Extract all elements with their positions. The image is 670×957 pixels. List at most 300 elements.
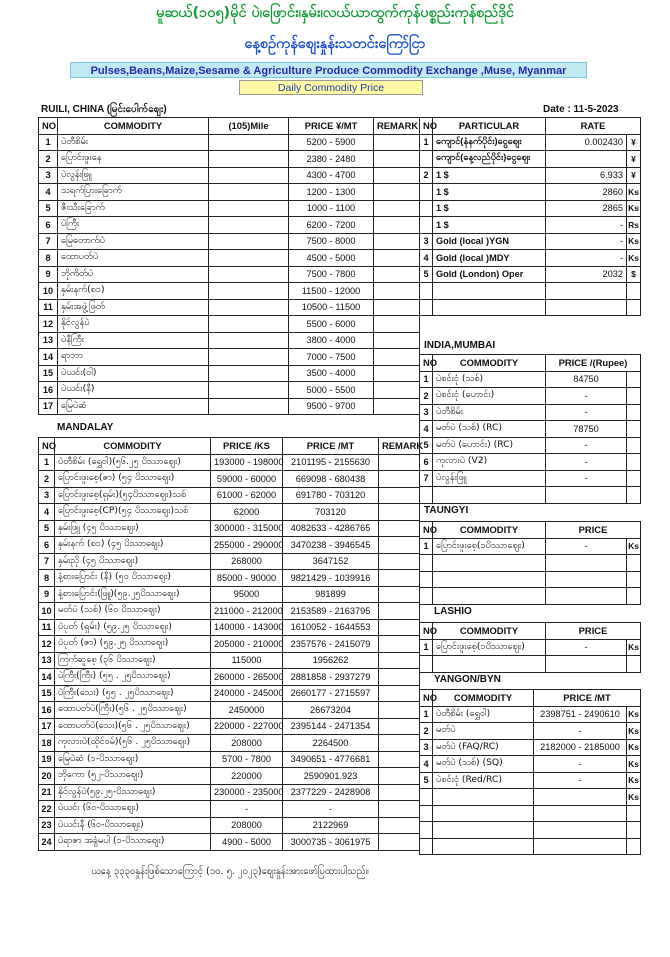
remark: [379, 504, 420, 521]
price-unit: [627, 838, 641, 855]
price-mt: [534, 838, 627, 855]
row-number: 2: [420, 723, 433, 740]
price-rupee: -: [546, 437, 627, 454]
table-row: [420, 639, 641, 656]
table-row: [39, 454, 420, 471]
price-unit: Ks: [627, 723, 641, 740]
commodity-name: ပြောင်းဖူးစေ့(ရှမ်း)(၅၄ပိဿာစျေး)သစ်: [55, 487, 211, 504]
commodity-name: သရက်ပြားခြောက်: [58, 184, 209, 201]
rate-unit: Ks: [627, 184, 641, 201]
particular-name: 1 $: [433, 167, 546, 184]
commodity-name: ပဲစင်းငုံ (ဟောင်း): [433, 388, 546, 405]
column-header: COMMODITY: [55, 438, 211, 455]
table-row: [420, 487, 641, 504]
remark: [379, 586, 420, 603]
remark: [379, 685, 420, 702]
table-row: [39, 365, 420, 382]
commodity-name: ပဲနီကြီး: [58, 332, 209, 349]
rate-value: 6.933: [546, 167, 627, 184]
exchange-rate-table: [419, 117, 641, 316]
remark: [374, 299, 420, 316]
particular-name: [433, 299, 546, 316]
commodity-name: ပဲပုတ် (ဇာ) (၅၉.၂၅ ပိဿာစျေး): [55, 636, 211, 653]
mile-price: [209, 332, 289, 349]
row-number: 23: [39, 817, 55, 834]
table-row: [39, 652, 420, 669]
commodity-name: [433, 588, 546, 605]
commodity-name: [433, 656, 546, 673]
commodity-name: [433, 805, 534, 822]
price-ks: -: [211, 801, 283, 818]
row-number: 14: [39, 669, 55, 686]
row-number: 19: [39, 751, 55, 768]
yangon-price-table: [419, 689, 641, 855]
price-rupee: -: [546, 470, 627, 487]
table-row: [39, 669, 420, 686]
price-unit: [627, 656, 641, 673]
mile-price: [209, 382, 289, 399]
remark: [374, 349, 420, 366]
commodity-name: [433, 571, 546, 588]
mile-price: [209, 184, 289, 201]
rate-unit: Ks: [627, 233, 641, 250]
price-mt: -: [534, 756, 627, 773]
price-mt: [534, 789, 627, 806]
remark: [374, 316, 420, 333]
commodity-name: ထောပတ်ပဲ(ကြီး)(၅၆ . ၂၅ပိဿာစျေး): [55, 702, 211, 719]
price-ks: 85000 - 90000: [211, 570, 283, 587]
commodity-name: ထောပတ်ပဲ: [58, 250, 209, 267]
row-number: 2: [420, 388, 433, 405]
price-cny: 5500 - 6000: [289, 316, 374, 333]
table-row: [39, 398, 420, 415]
table-row: [420, 184, 641, 201]
price-mt: 669098 - 680438: [283, 471, 379, 488]
mile-price: [209, 134, 289, 151]
remark: [374, 250, 420, 267]
commodity-name: မတ်ပဲ (သစ်) (RC): [433, 421, 546, 438]
price-unit: [627, 805, 641, 822]
price-cny: 5000 - 5500: [289, 382, 374, 399]
commodity-name: ထောပတ်ပဲ(သေး)(၅၆ . ၂၅ပိဿာစျေး): [55, 718, 211, 735]
rate-unit: [627, 283, 641, 300]
table-row: [420, 723, 641, 740]
price-unit: Ks: [627, 739, 641, 756]
price-ks: 211000 - 212000: [211, 603, 283, 620]
price-value: [546, 656, 627, 673]
price-unit: [627, 555, 641, 572]
price-cny: 1000 - 1100: [289, 200, 374, 217]
commodity-name: ပဲလွန်းဖြူ: [58, 167, 209, 184]
price-cny: 7500 - 8000: [289, 233, 374, 250]
row-number: 7: [39, 233, 58, 250]
price-mt: 9821429 - 1039916: [283, 570, 379, 587]
price-mt: -: [283, 801, 379, 818]
title-line-1: မူဆယ်(၁၀၅)မိုင် ပဲ၊ဖြောင်း၊နှမ်း၊လယ်ယာထွက်ကုန်ပစ္စည်းကုန်စည်ဒိုင်: [156, 5, 514, 21]
remark: [379, 619, 420, 636]
commodity-name: ပဲယင်း(ဝါ): [58, 365, 209, 382]
commodity-name: နှမ်းညို (၄၅ ပိဿာစျေး): [55, 553, 211, 570]
price-unit: Ks: [627, 706, 641, 723]
remark: [374, 283, 420, 300]
remark: [379, 603, 420, 620]
price-cny: 3800 - 4000: [289, 332, 374, 349]
price-mt: 2122969: [283, 817, 379, 834]
row-number: 12: [39, 636, 55, 653]
table-row: [39, 349, 420, 366]
price-ks: 300000 - 315000: [211, 520, 283, 537]
table-row: [39, 768, 420, 785]
row-number: [420, 805, 433, 822]
commodity-name: ပြောင်းဖူးစေ့(CP)(၅၄ ပိဿာစျေး)သစ်: [55, 504, 211, 521]
mile-price: [209, 349, 289, 366]
price-value: [546, 571, 627, 588]
column-header: PARTICULAR: [433, 118, 546, 135]
rate-unit: ¥: [627, 151, 641, 168]
unit: [627, 487, 641, 504]
table-row: [420, 233, 641, 250]
remark: [379, 735, 420, 752]
price-mt: 2660177 - 2715597: [283, 685, 379, 702]
commodity-name: ပဲယင်းနီ (၆၀-ပိဿာစျေး): [55, 817, 211, 834]
row-number: 9: [39, 586, 55, 603]
table-row: [420, 538, 641, 555]
price-ks: 220000 - 227000: [211, 718, 283, 735]
table-row: [39, 332, 420, 349]
row-number: 24: [39, 834, 55, 851]
row-number: 2: [420, 167, 433, 184]
price-mt: -: [534, 772, 627, 789]
price-unit: Ks: [627, 538, 641, 555]
price-ks: 240000 - 245000: [211, 685, 283, 702]
remark: [379, 487, 420, 504]
remark: [379, 636, 420, 653]
row-number: [420, 487, 433, 504]
price-cny: 4500 - 5000: [289, 250, 374, 267]
price-ks: 62000: [211, 504, 283, 521]
remark: [379, 834, 420, 851]
commodity-name: မတ်ပဲ (သစ်) (၆၀ ပိဿာစျေး): [55, 603, 211, 620]
taungyi-price-table: [419, 521, 641, 605]
table-row: [39, 184, 420, 201]
rate-unit: Ks: [627, 200, 641, 217]
table-row: [420, 299, 641, 316]
english-title-banner: Pulses,Beans,Maize,Sesame & Agriculture Produce Commodity Exchange ,Muse, Myanmar: [70, 62, 587, 78]
column-header: REMARK: [374, 118, 420, 135]
table-row: [39, 784, 420, 801]
table-row: [39, 151, 420, 168]
row-number: 6: [39, 537, 55, 554]
particular-name: 1 $: [433, 184, 546, 201]
rate-value: 2032: [546, 266, 627, 283]
remark: [374, 233, 420, 250]
price-mt: 703120: [283, 504, 379, 521]
price-mt: 2264500: [283, 735, 379, 752]
price-unit: Ks: [627, 639, 641, 656]
rate-value: [546, 299, 627, 316]
row-number: 10: [39, 603, 55, 620]
particular-name: 1 $: [433, 200, 546, 217]
remark: [379, 537, 420, 554]
price-ks: 193000 - 198000: [211, 454, 283, 471]
remark: [379, 817, 420, 834]
remark: [374, 184, 420, 201]
price-ks: 220000: [211, 768, 283, 785]
commodity-name: နံ့စားပြောင်း (နီ) (၅၀ ပိဿာစျေး): [55, 570, 211, 587]
particular-name: ကျောင်(နံနက်ပိုင်း)ငွေစျေး: [433, 134, 546, 151]
commodity-name: ပြောင်းဖူးစေ့(ဇာ) (၅၄ ပိဿာစျေး): [55, 471, 211, 488]
remark: [379, 718, 420, 735]
table-row: [420, 134, 641, 151]
row-number: 4: [39, 184, 58, 201]
table-row: [39, 702, 420, 719]
remark: [379, 652, 420, 669]
row-number: 21: [39, 784, 55, 801]
price-ks: 205000 - 210000: [211, 636, 283, 653]
row-number: 7: [39, 553, 55, 570]
ruili-location-label: RUILI, CHINA (မြင်းပေါက်စျေး): [41, 104, 167, 115]
column-header: NO: [420, 623, 433, 640]
table-row: [39, 299, 420, 316]
particular-name: ကျောင်(နေ့လည်ပိုင်း)ငွေစျေး: [433, 151, 546, 168]
table-row: [39, 134, 420, 151]
remark: [374, 217, 420, 234]
table-row: [420, 706, 641, 723]
table-row: [420, 805, 641, 822]
row-number: 17: [39, 718, 55, 735]
row-number: 11: [39, 299, 58, 316]
row-number: [420, 789, 433, 806]
price-mt: 26673204: [283, 702, 379, 719]
table-row: [39, 266, 420, 283]
rate-value: [546, 283, 627, 300]
table-row: [39, 537, 420, 554]
row-number: 5: [39, 520, 55, 537]
table-row: [39, 735, 420, 752]
price-rupee: [546, 487, 627, 504]
india-price-table: [419, 354, 641, 504]
table-row: [39, 283, 420, 300]
row-number: 6: [39, 217, 58, 234]
table-row: [420, 217, 641, 234]
column-header: NO: [420, 522, 433, 539]
row-number: [420, 822, 433, 839]
commodity-name: မတ်ပဲ (သစ်) (SQ): [433, 756, 534, 773]
row-number: [420, 217, 433, 234]
commodity-name: နှမ်းနက်(စ၁): [58, 283, 209, 300]
table-row: [420, 437, 641, 454]
row-number: 9: [39, 266, 58, 283]
remark: [374, 134, 420, 151]
commodity-name: ကုလားပဲ(ထိုင်ဝမ်)(၅၆ . ၂၅ပိဿာစျေး): [55, 735, 211, 752]
unit: [627, 388, 641, 405]
table-row: [39, 751, 420, 768]
commodity-name: ရာဘာ: [58, 349, 209, 366]
row-number: 4: [39, 504, 55, 521]
table-row: [420, 266, 641, 283]
table-row: [39, 504, 420, 521]
price-ks: 61000 - 62000: [211, 487, 283, 504]
row-number: 18: [39, 735, 55, 752]
remark: [379, 768, 420, 785]
commodity-name: နိုင်လွန်ပဲ(၅၉.၂၅-ပိဿာစျေး): [55, 784, 211, 801]
price-mt: 3647152: [283, 553, 379, 570]
commodity-name: မတ်ပဲ (FAQ/RC): [433, 739, 534, 756]
row-number: 17: [39, 398, 58, 415]
remark: [379, 702, 420, 719]
row-number: [420, 555, 433, 572]
column-header: PRICE /(Rupee): [546, 355, 641, 372]
remark: [374, 266, 420, 283]
lashio-label: LASHIO: [434, 606, 472, 617]
row-number: 14: [39, 349, 58, 366]
commodity-name: ဘိုကိတ်ပဲ: [58, 266, 209, 283]
row-number: 22: [39, 801, 55, 818]
row-number: [420, 283, 433, 300]
price-ks: 208000: [211, 735, 283, 752]
table-row: [39, 834, 420, 851]
price-mt: 2590901.923: [283, 768, 379, 785]
row-number: 3: [39, 487, 55, 504]
mile-price: [209, 250, 289, 267]
table-row: [420, 838, 641, 855]
commodity-name: နှမ်းအဖွဲ့ဖြတ်: [58, 299, 209, 316]
table-row: [39, 636, 420, 653]
remark: [379, 520, 420, 537]
remark: [374, 151, 420, 168]
commodity-name: [433, 487, 546, 504]
table-row: [420, 656, 641, 673]
row-number: 5: [420, 266, 433, 283]
commodity-name: နှမ်းဖြူ (၄၅ ပိဿာစျေး): [55, 520, 211, 537]
table-row: [420, 250, 641, 267]
table-row: [420, 822, 641, 839]
table-row: [420, 470, 641, 487]
particular-name: 1 $: [433, 217, 546, 234]
table-row: [420, 388, 641, 405]
row-number: 1: [420, 639, 433, 656]
price-unit: [627, 588, 641, 605]
row-number: 5: [39, 200, 58, 217]
row-number: 15: [39, 365, 58, 382]
price-ks: 260000 - 265000: [211, 669, 283, 686]
row-number: 3: [420, 404, 433, 421]
commodity-name: ပဲကြီး(ကြီး) (၅၅ . ၂၅ပိဿာစျေး): [55, 669, 211, 686]
price-rupee: -: [546, 454, 627, 471]
commodity-name: [433, 822, 534, 839]
row-number: 3: [39, 167, 58, 184]
price-mt: [534, 822, 627, 839]
price-cny: 10500 - 11500: [289, 299, 374, 316]
commodity-name: ပဲတီစိမ်း (ရွှေဝါ)(၅၆.၂၅ ပိဿာစျေး): [55, 454, 211, 471]
particular-name: Gold (London) Oper: [433, 266, 546, 283]
price-mt: 2101195 - 2155630: [283, 454, 379, 471]
row-number: 1: [39, 454, 55, 471]
remark: [379, 553, 420, 570]
row-number: 1: [420, 538, 433, 555]
rate-value: 2860: [546, 184, 627, 201]
price-value: [546, 588, 627, 605]
price-cny: 2380 - 2480: [289, 151, 374, 168]
table-row: [39, 553, 420, 570]
commodity-name: နံ့စားပြောင်း(ဖြူ)(၅၉.၂၅ပိဿာစျေး): [55, 586, 211, 603]
row-number: 15: [39, 685, 55, 702]
row-number: 1: [420, 371, 433, 388]
commodity-name: မြေတောက်ပဲ: [58, 233, 209, 250]
price-rupee: 84750: [546, 371, 627, 388]
mile-price: [209, 233, 289, 250]
mile-price: [209, 398, 289, 415]
title-line-2: နေ့စဉ်ကုန်စျေးနှုန်းသတင်းကြော်ငြာ: [244, 36, 426, 52]
price-ks: 140000 - 143000: [211, 619, 283, 636]
rate-value: 2865: [546, 200, 627, 217]
price-mt: [534, 805, 627, 822]
mandalay-price-table: [38, 437, 424, 851]
price-mt: 4082633 - 4286765: [283, 520, 379, 537]
mile-price: [209, 151, 289, 168]
remark: [379, 669, 420, 686]
commodity-name: ပဲစင်းငုံ (Red/RC): [433, 772, 534, 789]
row-number: 13: [39, 332, 58, 349]
remark: [379, 454, 420, 471]
commodity-name: [433, 555, 546, 572]
row-number: 2: [39, 471, 55, 488]
price-cny: 7500 - 7800: [289, 266, 374, 283]
row-number: [420, 299, 433, 316]
mile-price: [209, 365, 289, 382]
price-unit: Ks: [627, 772, 641, 789]
column-header: COMMODITY: [433, 355, 546, 372]
report-date: Date : 11-5-2023: [543, 104, 619, 115]
commodity-name: မြေပဲဆံ (၁-ပိဿာစျေး): [55, 751, 211, 768]
unit: [627, 454, 641, 471]
table-row: [420, 772, 641, 789]
row-number: 7: [420, 470, 433, 487]
price-unit: Ks: [627, 789, 641, 806]
price-ks: 95000: [211, 586, 283, 603]
price-ks: 268000: [211, 553, 283, 570]
table-row: [39, 801, 420, 818]
commodity-name: ပဲယင်း(နီ): [58, 382, 209, 399]
rate-unit: [627, 299, 641, 316]
table-row: [420, 739, 641, 756]
price-mt: 2153589 - 2163795: [283, 603, 379, 620]
table-row: [420, 200, 641, 217]
table-row: [39, 200, 420, 217]
price-mt: -: [534, 723, 627, 740]
commodity-name: ဘိုကော (၅၂-ပိဿာစျေး): [55, 768, 211, 785]
particular-name: [433, 283, 546, 300]
row-number: 16: [39, 382, 58, 399]
row-number: 3: [420, 233, 433, 250]
price-cny: 11500 - 12000: [289, 283, 374, 300]
table-row: [39, 603, 420, 620]
row-number: [420, 656, 433, 673]
table-row: [420, 421, 641, 438]
row-number: 1: [420, 706, 433, 723]
row-number: [420, 588, 433, 605]
commodity-name: ပြောင်းဖူးစေ့(၁ပိဿာစျေး): [433, 538, 546, 555]
table-row: [39, 619, 420, 636]
commodity-name: ပဲကြီး: [58, 217, 209, 234]
row-number: [420, 571, 433, 588]
mile-price: [209, 283, 289, 300]
price-mt: 1956262: [283, 652, 379, 669]
price-ks: 5700 - 7800: [211, 751, 283, 768]
price-cny: 6200 - 7200: [289, 217, 374, 234]
table-row: [39, 233, 420, 250]
mile-price: [209, 266, 289, 283]
